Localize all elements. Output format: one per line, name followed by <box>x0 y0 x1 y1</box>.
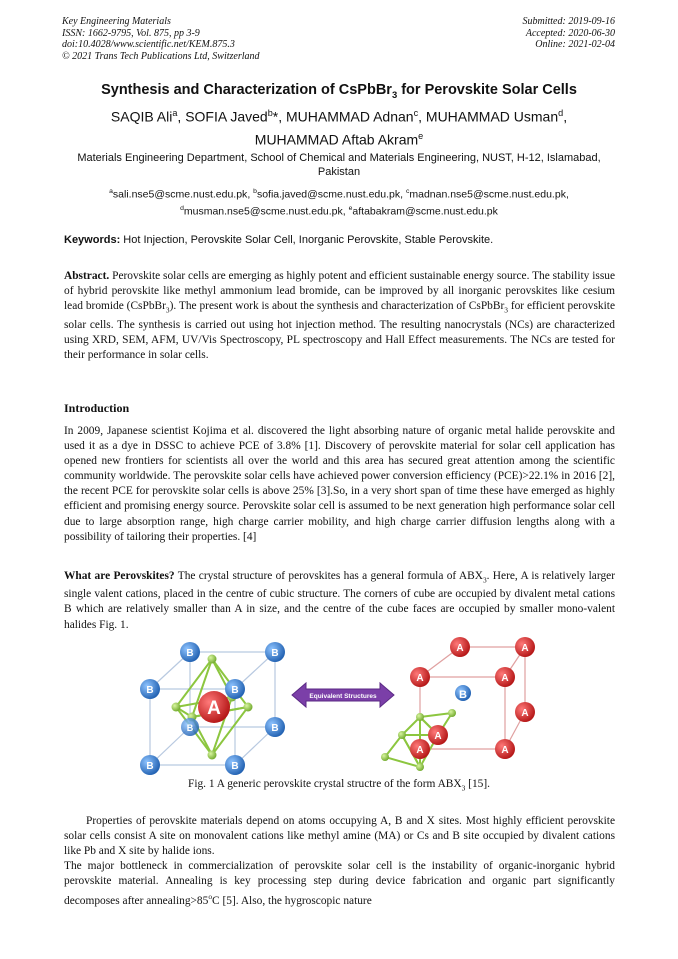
affiliation: Materials Engineering Department, School of Chemical and Materials Engineering, NUST, H-12, Islamabad, Pakistan <box>77 152 601 178</box>
svg-text:A: A <box>501 745 509 756</box>
issn-line: ISSN: 1662-9795, Vol. 875, pp 3-9 <box>62 27 200 39</box>
properties-paragraph: Properties of perovskite materials depend on atoms occupying A, B and X sites. Most highly efficient perovskite solar cells consist A site on monovalent cations like methyl amine (MA) or Cs and B site occupied by divalent cations like Pb and X site by halide ions. <box>64 815 615 858</box>
svg-text:A: A <box>521 708 529 719</box>
author: MUHAMMAD Usman <box>425 108 559 125</box>
paper-title: Synthesis and Characterization of CsPbBr$_3$ for Perovskite Solar Cells <box>101 82 577 100</box>
abstract-label: Abstract. <box>64 270 110 282</box>
section-heading-introduction: Introduction <box>64 401 130 415</box>
journal-name: Key Engineering Materials <box>62 16 171 27</box>
left-cubic-cell <box>140 642 285 775</box>
email-link[interactable]: aftabakram@scme.nust.edu.pk <box>352 205 498 217</box>
right-cubic-cell <box>381 637 535 771</box>
svg-text:B: B <box>146 761 154 772</box>
keywords-label: Keywords: <box>64 234 121 246</box>
bottleneck-paragraph: The major bottleneck in commercialization of perovskite solar cell is the instability of organic-inorganic hybrid perovskite material. Annealing is key processing step during device fabrication and organic part significantly decomposes after $annealing>85^oC$ [5]. Also, the hygroscopic nature <box>64 860 615 907</box>
email-link[interactable]: sali.nse5@scme.nust.edu.pk <box>112 188 248 201</box>
author: SAQIB Ali <box>110 108 173 125</box>
perovskite-paragraph: What are Perovskites? The crystal structure of perovskites has a general formula of $ABX_3$. Here, A is relatively larger single valent cations, placed in the centre of cubic structure. The corners of cube are occupied by divalent metal cations B which are relatively smaller than A in size, and the centre of the cube faces are occupied by smaller mono-valent halides Fig. 1. <box>64 570 615 631</box>
svg-text:A: A <box>207 698 221 719</box>
keywords <box>64 234 618 246</box>
svg-text:B: B <box>186 648 194 659</box>
author: MUHAMMAD Aftab Akram <box>254 131 419 148</box>
svg-text:A: A <box>456 643 464 654</box>
svg-text:A: A <box>501 673 509 684</box>
email-list: $^a$sali.nse5@scme.nust.edu.pk, $^b$sofia.javed@scme.nust.edu.pk, $^c$madnan.nse5@scme.nust.edu.pk, $^d$musman.nse5@scme.nust.edu.pk, $^e$aftabakram@scme.nust.edu.pk <box>109 188 569 217</box>
svg-text:A: A <box>416 673 424 684</box>
journal-header <box>62 16 260 62</box>
dates-header <box>523 16 616 51</box>
svg-text:A: A <box>416 745 424 756</box>
keywords-text: Hot Injection, Perovskite Solar Cell, Inorganic Perovskite, Stable Perovskite. <box>120 234 494 246</box>
svg-text:B: B <box>271 723 279 734</box>
email-link[interactable]: sofia.javed@scme.nust.edu.pk <box>256 188 401 201</box>
author: SOFIA Javed <box>185 108 268 125</box>
accepted-date: Accepted: 2020-06-30 <box>525 27 615 39</box>
submitted-date: Submitted: 2019-09-16 <box>522 16 615 27</box>
figure-caption: Fig. 1 A generic perovskite crystal structre of the form $ABX_3$ [15]. <box>187 778 491 793</box>
svg-text:B: B <box>231 685 239 696</box>
online-date: Online: 2021-02-04 <box>535 39 615 50</box>
copyright-line: © 2021 Trans Tech Publications Ltd, Switzerland <box>62 50 260 62</box>
author-list: SAQIB Ali$^a$, SOFIA Javed$^b$*, MUHAMMAD Adnan$^c$, MUHAMMAD Usman$^d$, MUHAMMAD Aftab Akram$^e$ <box>110 108 568 148</box>
svg-text:B: B <box>459 689 467 701</box>
abstract: Abstract. Perovskite solar cells are emerging as highly potent and efficient sustainable energy source. The stability issue of hybrid perovskite like methyl ammonium lead bromide, can be improved by all inorganic perovskites like cesium lead bromide (CsPbBr$_3$). The present work is about the synthesis and characterization of CsPbBr$_3$ for efficient perovskite solar cells. The synthesis is carried out using hot injection method. The resulting nanocrystals (NCs) are characterized using XRD, SEM, AFM, UV/Vis Spectroscopy, PL spectroscopy and Hall Effect measurements. The NCs are tested for their performance in solar cells. <box>64 270 616 361</box>
svg-text:B: B <box>186 723 194 733</box>
svg-text:A: A <box>521 643 529 654</box>
perovskite-subheading: What are Perovskites? <box>64 570 175 582</box>
perovskite-structure-figure <box>130 637 554 775</box>
equivalent-structures-arrow <box>292 683 394 707</box>
svg-text:B: B <box>231 761 239 772</box>
intro-paragraph: In 2009, Japanese scientist Kojima et al. discovered the light absorbing nature of organic metal halide perovskite and used it as a dye in DSSC to achieve PCE of 3.8% [1]. Discovery of perovskite material for solar cell application has opened new frontiers for scientists all over the world and this area has secured great attention among the scientific community worldwide. The perovskite solar cells have achieved power conversion efficiency (PCE)>22.1% in 2016 [2], the recent PCE for perovskite solar cells is above 25% [3].So, in a very short span of time these have emerged as highly efficient and promising energy source. Perovskite solar cell is assumed to be next generation high performance solar cell due to large absorption range, high charge carrier mobility, and high charge carrier diffusion lengths along with a possibility of tailoring their properties. [4] <box>64 425 615 543</box>
email-link[interactable]: musman.nse5@scme.nust.edu.pk <box>183 205 343 217</box>
a-site-corner-atoms <box>410 637 535 759</box>
arrow-label: Equivalent Structures <box>309 693 377 700</box>
svg-text:A: A <box>434 731 442 742</box>
author: MUHAMMAD Adnan <box>285 108 414 125</box>
email-link[interactable]: madnan.nse5@scme.nust.edu.pk <box>409 188 566 201</box>
doi-line: doi:10.4028/www.scientific.net/KEM.875.3 <box>62 39 235 50</box>
svg-text:B: B <box>146 685 154 696</box>
svg-text:B: B <box>271 648 279 659</box>
